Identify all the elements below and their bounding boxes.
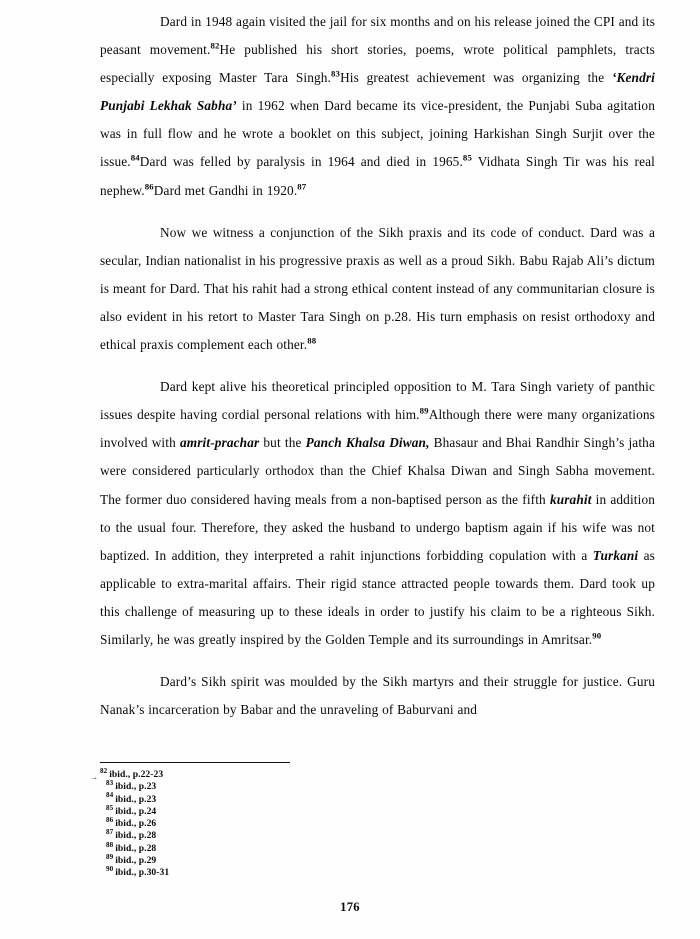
footnote-item: 84 ibid., p.23	[106, 791, 157, 805]
footnote-item: 87 ibid., p.28	[106, 828, 157, 842]
page-number: 176	[340, 900, 360, 914]
scan-artifact-mark: →	[89, 772, 99, 783]
footnote-item: 89 ibid., p.29	[106, 852, 157, 867]
footnote-text: ibid., p.23	[115, 781, 157, 793]
body-paragraph: Now we witness a conjunction of the Sikh praxis and its code of conduct. Dard was a secular, Indian nationalist in his progressive praxis as well as a proud Sikh. Babu Rajab Ali’s dictum is meant for Dard. That his rahit had a strong ethical content instead of any communitarian closure is also evident in his retort to Master Tara Singh on p.28. His turn emphasis on resist orthodoxy and ethical praxis complement each other.$^{88}$	[100, 224, 655, 353]
footnote-reference: 85	[462, 153, 472, 164]
footnote-reference: 89	[419, 405, 429, 416]
footnote-item: 86 ibid., p.26	[106, 816, 157, 830]
footnote-reference: 83	[331, 68, 341, 79]
footnote-text: ibid., p.23	[115, 793, 157, 805]
body-paragraph: Dard’s Sikh spirit was moulded by the Sikh martyrs and their struggle for justice. Guru Nanak’s incarceration by Babar and the unraveling of Baburvani and	[100, 674, 655, 718]
body-text-column	[100, 8, 655, 724]
emphasised-term: kurahit	[549, 491, 592, 507]
footnote-text: ibid., p.30-31	[115, 867, 170, 879]
footnote-text: ibid., p.22-23	[109, 769, 164, 780]
emphasised-term: Turkani	[592, 547, 639, 563]
footnote-item: 85 ibid., p.24	[106, 803, 157, 817]
footnote-reference: 90	[592, 630, 602, 641]
footnote-reference: 86	[144, 181, 154, 192]
emphasised-term: amrit-prachar	[179, 435, 260, 451]
emphasised-term: Panch Khalsa Diwan,	[305, 435, 430, 451]
footnote-section	[89, 762, 655, 880]
footnote-reference: 87	[297, 181, 307, 192]
body-paragraph: Dard kept alive his theoretical principled opposition to M. Tara Singh variety of panthic issues despite having cordial personal relations with him.$^{89}$Although there were many organizations involved with amrit-prachar but the Panch Khalsa Diwan, Bhasaur and Bhai Randhir Singh’s jatha were considered particularly orthodox than the Chief Khalsa Diwan and Singh Sabha movement. The former duo considered having meals from a non-baptised person as the fifth kurahit in addition to the usual four. Therefore, they asked the husband to undergo baptism again if his wife was not baptized. In addition, they interpreted a rahit injunctions forbidding copulation with a Turkani as applicable to extra-marital affairs. Their rigid stance attracted people towards them. Dard took up this challenge of measuring up to these ideals in order to justify his claim to be a righteous Sikh. Similarly, he was greatly inspired by the Golden Temple and its surroundings in Amritsar.$^{90}$	[100, 379, 656, 647]
footnote-list	[100, 766, 655, 880]
footnote-text: ibid., p.28	[115, 830, 157, 842]
footnote-item: 83 ibid., p.23	[106, 779, 157, 793]
footnote-separator-rule	[100, 762, 290, 763]
footnote-text: ibid., p.26	[115, 818, 157, 830]
footnote-reference: 88	[307, 335, 317, 346]
body-paragraph: Dard in 1948 again visited the jail for six months and on his release joined the CPI and its peasant movement.$^{82}$He published his short stories, poems, wrote political pamphlets, tracts especially exposing Master Tara Singh.$^{83}$His greatest achievement was organizing the ‘Kendri Punjabi Lekhak Sabha’ in 1962 when Dard became its vice-president, the Punjabi Suba agitation was in full flow and he wrote a booklet on this subject, joining Harkishan Singh Surjit over the issue.$^{84}$Dard was felled by paralysis in 1964 and died in 1965.85 Vidhata Singh Tir was his real nephew.$^{86}$Dard met Gandhi in 1920.87	[100, 14, 655, 198]
footnote-reference: 84	[130, 153, 140, 164]
footnote-item: 88 ibid., p.28	[106, 840, 157, 854]
footnote-text: ibid., p.28	[115, 842, 157, 854]
footnote-text: ibid., p.24	[115, 805, 157, 817]
footnote-item: 82 ibid., p.22-23	[100, 766, 164, 780]
footnote-reference: 82	[210, 40, 220, 51]
emphasised-term: ‘Kendri Punjabi Lekhak Sabha’	[100, 70, 655, 114]
footnote-text: ibid., p.29	[115, 855, 157, 867]
footnote-item: 90 ibid., p.30-31	[106, 865, 170, 879]
